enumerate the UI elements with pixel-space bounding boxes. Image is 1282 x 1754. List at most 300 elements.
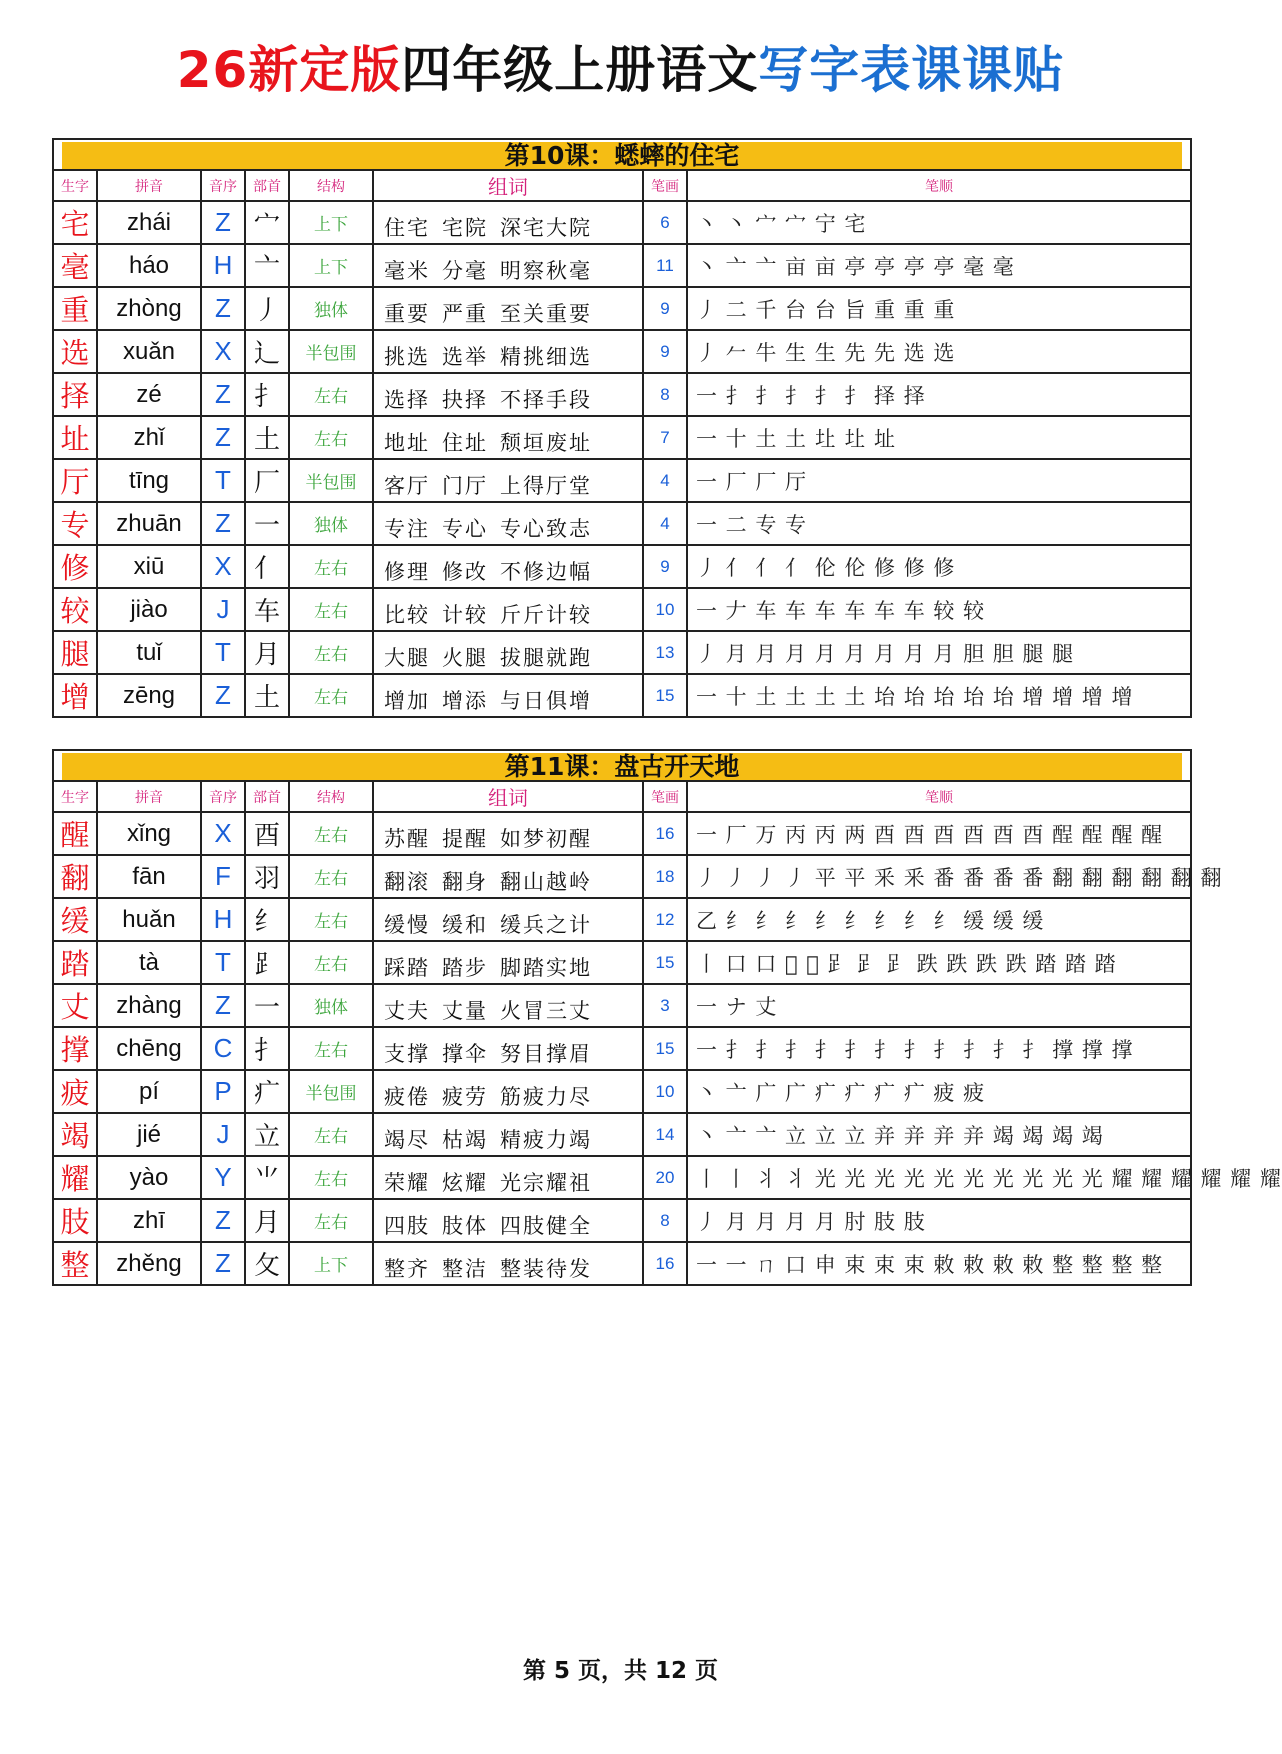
table-row	[53, 631, 1191, 674]
radical-cell: 辶	[245, 330, 289, 373]
pinyin-cell: xǐng	[97, 812, 201, 855]
character-cell: 缓	[53, 898, 97, 941]
word-item: 光宗耀祖	[500, 1170, 592, 1195]
words-cell	[373, 855, 643, 898]
table-row	[53, 287, 1191, 330]
stroke-count-cell: 10	[643, 1070, 687, 1113]
word-item: 苏醒	[384, 826, 430, 851]
column-header-order: 笔顺	[687, 781, 1191, 812]
structure-cell: 独体	[289, 984, 373, 1027]
radical-cell: 一	[245, 502, 289, 545]
table-row	[53, 1070, 1191, 1113]
word-item: 疲倦	[384, 1084, 430, 1109]
words-cell	[373, 1242, 643, 1285]
stroke-count-cell: 7	[643, 416, 687, 459]
stroke-count-cell: 3	[643, 984, 687, 1027]
word-item: 火腿	[442, 645, 488, 670]
stroke-count-cell: 9	[643, 545, 687, 588]
word-item: 毫米	[384, 258, 430, 283]
word-item: 选择	[384, 387, 430, 412]
pinyin-cell: zhī	[97, 1199, 201, 1242]
stroke-order-cell: 一 厂 厂 厅	[687, 459, 1191, 502]
initial-cell: Z	[201, 1242, 245, 1285]
initial-cell: T	[201, 631, 245, 674]
initial-cell: C	[201, 1027, 245, 1070]
pinyin-cell: zhěng	[97, 1242, 201, 1285]
word-item: 不修边幅	[500, 559, 592, 584]
word-item: 门厅	[442, 473, 488, 498]
words-cell	[373, 812, 643, 855]
table-row	[53, 416, 1191, 459]
table-row	[53, 812, 1191, 855]
word-item: 翻山越岭	[500, 869, 592, 894]
word-item: 至关重要	[500, 301, 592, 326]
table-row	[53, 941, 1191, 984]
word-item: 翻身	[442, 869, 488, 894]
structure-cell: 左右	[289, 855, 373, 898]
table-row	[53, 201, 1191, 244]
word-item: 住宅	[384, 215, 430, 240]
lesson-table	[52, 138, 1192, 718]
word-item: 疲劳	[442, 1084, 488, 1109]
word-item: 肢体	[442, 1213, 488, 1238]
initial-cell: T	[201, 459, 245, 502]
radical-cell: 羽	[245, 855, 289, 898]
structure-cell: 左右	[289, 545, 373, 588]
radical-cell: 亻	[245, 545, 289, 588]
structure-cell: 左右	[289, 1199, 373, 1242]
pinyin-cell: zé	[97, 373, 201, 416]
words-cell	[373, 416, 643, 459]
word-item: 抉择	[442, 387, 488, 412]
word-item: 选举	[442, 344, 488, 369]
stroke-order-cell: 一 十 土 土 土 土 坮 坮 坮 坮 坮 增 增 增 增	[687, 674, 1191, 717]
stroke-order-cell: 丿 𠂉 牛 生 生 先 先 选 选	[687, 330, 1191, 373]
stroke-count-cell: 8	[643, 1199, 687, 1242]
structure-cell: 左右	[289, 812, 373, 855]
word-item: 增加	[384, 688, 430, 713]
word-item: 专心致志	[500, 516, 592, 541]
character-cell: 腿	[53, 631, 97, 674]
structure-cell: 左右	[289, 674, 373, 717]
stroke-count-cell: 9	[643, 330, 687, 373]
radical-cell: 丿	[245, 287, 289, 330]
word-item: 翻滚	[384, 869, 430, 894]
word-item: 精疲力竭	[500, 1127, 592, 1152]
character-cell: 肢	[53, 1199, 97, 1242]
pinyin-cell: jiào	[97, 588, 201, 631]
radical-cell: 扌	[245, 373, 289, 416]
initial-cell: P	[201, 1070, 245, 1113]
table-row	[53, 459, 1191, 502]
page-title	[0, 40, 1241, 100]
structure-cell: 左右	[289, 898, 373, 941]
word-item: 四肢健全	[500, 1213, 592, 1238]
word-item: 专注	[384, 516, 430, 541]
pinyin-cell: zhǐ	[97, 416, 201, 459]
radical-cell: 土	[245, 416, 289, 459]
initial-cell: H	[201, 898, 245, 941]
word-item: 大腿	[384, 645, 430, 670]
stroke-count-cell: 4	[643, 502, 687, 545]
character-cell: 址	[53, 416, 97, 459]
structure-cell: 上下	[289, 1242, 373, 1285]
word-item: 客厅	[384, 473, 430, 498]
words-cell	[373, 1156, 643, 1199]
initial-cell: Z	[201, 201, 245, 244]
word-item: 脚踏实地	[500, 955, 592, 980]
words-cell	[373, 1113, 643, 1156]
table-row	[53, 373, 1191, 416]
words-cell	[373, 287, 643, 330]
structure-cell: 左右	[289, 373, 373, 416]
word-item: 枯竭	[442, 1127, 488, 1152]
table-row	[53, 330, 1191, 373]
word-item: 修改	[442, 559, 488, 584]
table-row	[53, 674, 1191, 717]
column-header-initial: 音序	[201, 781, 245, 812]
column-header-char: 生字	[53, 781, 97, 812]
words-cell	[373, 984, 643, 1027]
title-part-grade: 26新定版	[176, 41, 402, 99]
table-row	[53, 898, 1191, 941]
stroke-count-cell: 20	[643, 1156, 687, 1199]
pinyin-cell: chēng	[97, 1027, 201, 1070]
stroke-order-cell: 丿 丿 丿 丿 平 平 釆 釆 番 番 番 番 翻 翻 翻 翻 翻 翻	[687, 855, 1191, 898]
structure-cell: 左右	[289, 1113, 373, 1156]
table-row	[53, 984, 1191, 1027]
structure-cell: 独体	[289, 502, 373, 545]
stroke-count-cell: 16	[643, 812, 687, 855]
table-row	[53, 1027, 1191, 1070]
words-cell	[373, 1027, 643, 1070]
word-item: 严重	[442, 301, 488, 326]
word-item: 整洁	[442, 1256, 488, 1281]
initial-cell: J	[201, 588, 245, 631]
column-header-radical: 部首	[245, 781, 289, 812]
column-header-words: 组词	[373, 170, 643, 201]
character-cell: 选	[53, 330, 97, 373]
character-cell: 增	[53, 674, 97, 717]
pinyin-cell: zhàng	[97, 984, 201, 1027]
words-cell	[373, 545, 643, 588]
character-cell: 竭	[53, 1113, 97, 1156]
structure-cell: 左右	[289, 631, 373, 674]
word-item: 住址	[442, 430, 488, 455]
column-header-initial: 音序	[201, 170, 245, 201]
radical-cell: 纟	[245, 898, 289, 941]
word-item: 整装待发	[500, 1256, 592, 1281]
character-cell: 宅	[53, 201, 97, 244]
initial-cell: Z	[201, 984, 245, 1027]
words-cell	[373, 631, 643, 674]
title-part-subject: 四年级上册语文	[401, 41, 759, 99]
pinyin-cell: zhòng	[97, 287, 201, 330]
initial-cell: X	[201, 812, 245, 855]
word-item: 踩踏	[384, 955, 430, 980]
word-item: 挑选	[384, 344, 430, 369]
character-cell: 毫	[53, 244, 97, 287]
stroke-order-cell: 乙 纟 纟 纟 纟 纟 纟 纟 纟 缓 缓 缓	[687, 898, 1191, 941]
word-item: 拔腿就跑	[500, 645, 592, 670]
column-header-structure: 结构	[289, 170, 373, 201]
word-item: 修理	[384, 559, 430, 584]
word-item: 竭尽	[384, 1127, 430, 1152]
stroke-count-cell: 12	[643, 898, 687, 941]
word-item: 荣耀	[384, 1170, 430, 1195]
table-row	[53, 502, 1191, 545]
column-header-structure: 结构	[289, 781, 373, 812]
initial-cell: Z	[201, 287, 245, 330]
words-cell	[373, 373, 643, 416]
character-cell: 厅	[53, 459, 97, 502]
structure-cell: 左右	[289, 1156, 373, 1199]
stroke-order-cell: 丶 丶 宀 宀 宁 宅	[687, 201, 1191, 244]
pinyin-cell: xuǎn	[97, 330, 201, 373]
pinyin-cell: yào	[97, 1156, 201, 1199]
structure-cell: 半包围	[289, 459, 373, 502]
stroke-count-cell: 16	[643, 1242, 687, 1285]
radical-cell: 月	[245, 631, 289, 674]
initial-cell: Z	[201, 674, 245, 717]
structure-cell: 独体	[289, 287, 373, 330]
stroke-order-cell: 丿 月 月 月 月 月 月 月 月 胆 胆 腿 腿	[687, 631, 1191, 674]
column-header-pinyin: 拼音	[97, 781, 201, 812]
words-cell	[373, 1199, 643, 1242]
initial-cell: H	[201, 244, 245, 287]
words-cell	[373, 330, 643, 373]
pinyin-cell: jié	[97, 1113, 201, 1156]
pinyin-cell: huǎn	[97, 898, 201, 941]
column-header-radical: 部首	[245, 170, 289, 201]
character-cell: 择	[53, 373, 97, 416]
stroke-order-cell: 丿 亻 亻 亻 伦 伦 修 修 修	[687, 545, 1191, 588]
word-item: 踏步	[442, 955, 488, 980]
column-header-strokes: 笔画	[643, 170, 687, 201]
radical-cell: 立	[245, 1113, 289, 1156]
word-item: 四肢	[384, 1213, 430, 1238]
word-item: 计较	[442, 602, 488, 627]
character-cell: 撑	[53, 1027, 97, 1070]
word-item: 专心	[442, 516, 488, 541]
words-cell	[373, 244, 643, 287]
table-row	[53, 1113, 1191, 1156]
radical-cell: 宀	[245, 201, 289, 244]
words-cell	[373, 898, 643, 941]
initial-cell: J	[201, 1113, 245, 1156]
initial-cell: F	[201, 855, 245, 898]
stroke-order-cell: 一 扌 扌 扌 扌 扌 扌 扌 扌 扌 扌 扌 撑 撑 撑	[687, 1027, 1191, 1070]
word-item: 撑伞	[442, 1041, 488, 1066]
character-cell: 丈	[53, 984, 97, 1027]
initial-cell: X	[201, 545, 245, 588]
word-item: 缓慢	[384, 912, 430, 937]
word-item: 增添	[442, 688, 488, 713]
initial-cell: X	[201, 330, 245, 373]
stroke-order-cell: 丨 丨 丬 丬 光 光 光 光 光 光 光 光 光 光 耀 耀 耀 耀 耀 耀	[687, 1156, 1191, 1199]
lesson-header	[53, 139, 1191, 170]
word-item: 不择手段	[500, 387, 592, 412]
structure-cell: 半包围	[289, 330, 373, 373]
initial-cell: T	[201, 941, 245, 984]
character-cell: 翻	[53, 855, 97, 898]
character-cell: 醒	[53, 812, 97, 855]
structure-cell: 左右	[289, 588, 373, 631]
stroke-count-cell: 11	[643, 244, 687, 287]
radical-cell: 扌	[245, 1027, 289, 1070]
word-item: 支撑	[384, 1041, 430, 1066]
word-item: 重要	[384, 301, 430, 326]
lesson-title: 第10课：蟋蟀的住宅	[62, 142, 1182, 169]
pinyin-cell: xiū	[97, 545, 201, 588]
lesson-header	[53, 750, 1191, 781]
pinyin-cell: pí	[97, 1070, 201, 1113]
stroke-order-cell: 一 厂 万 丙 丙 两 酉 酉 酉 酉 酉 酉 酲 酲 醒 醒	[687, 812, 1191, 855]
initial-cell: Z	[201, 502, 245, 545]
word-item: 明察秋毫	[500, 258, 592, 283]
pinyin-cell: tīng	[97, 459, 201, 502]
stroke-count-cell: 6	[643, 201, 687, 244]
table-row	[53, 855, 1191, 898]
pinyin-cell: zēng	[97, 674, 201, 717]
word-item: 缓兵之计	[500, 912, 592, 937]
character-cell: 重	[53, 287, 97, 330]
pinyin-cell: fān	[97, 855, 201, 898]
word-item: 精挑细选	[500, 344, 592, 369]
word-item: 缓和	[442, 912, 488, 937]
structure-cell: 上下	[289, 201, 373, 244]
word-item: 丈量	[442, 998, 488, 1023]
radical-cell: 酉	[245, 812, 289, 855]
table-row	[53, 1199, 1191, 1242]
word-item: 努目撑眉	[500, 1041, 592, 1066]
character-cell: 疲	[53, 1070, 97, 1113]
word-item: 颓垣废址	[500, 430, 592, 455]
words-cell	[373, 674, 643, 717]
table-row	[53, 1156, 1191, 1199]
radical-cell: 一	[245, 984, 289, 1027]
stroke-count-cell: 15	[643, 941, 687, 984]
pinyin-cell: háo	[97, 244, 201, 287]
initial-cell: Y	[201, 1156, 245, 1199]
word-item: 与日俱增	[500, 688, 592, 713]
title-part-type: 写字表课课贴	[758, 41, 1065, 99]
word-item: 深宅大院	[500, 215, 592, 240]
structure-cell: 左右	[289, 941, 373, 984]
pinyin-cell: zhái	[97, 201, 201, 244]
stroke-count-cell: 10	[643, 588, 687, 631]
stroke-order-cell: 丶 亠 亠 亩 亩 亭 亭 亭 亭 毫 毫	[687, 244, 1191, 287]
table-row	[53, 1242, 1191, 1285]
word-item: 整齐	[384, 1256, 430, 1281]
word-item: 丈夫	[384, 998, 430, 1023]
lesson-title: 第11课：盘古开天地	[62, 753, 1182, 780]
character-cell: 整	[53, 1242, 97, 1285]
radical-cell: ⻊	[245, 941, 289, 984]
stroke-order-cell: 一 ナ 丈	[687, 984, 1191, 1027]
word-item: 火冒三丈	[500, 998, 592, 1023]
page-number: 第 5 页，共 12 页	[522, 1658, 719, 1684]
stroke-order-cell: 一 十 土 土 圵 圵 址	[687, 416, 1191, 459]
character-cell: 修	[53, 545, 97, 588]
radical-cell: 疒	[245, 1070, 289, 1113]
words-cell	[373, 941, 643, 984]
structure-cell: 半包围	[289, 1070, 373, 1113]
radical-cell: 攵	[245, 1242, 289, 1285]
stroke-order-cell: 丿 二 千 台 台 旨 重 重 重	[687, 287, 1191, 330]
table-row	[53, 588, 1191, 631]
pinyin-cell: tuǐ	[97, 631, 201, 674]
radical-cell: 车	[245, 588, 289, 631]
stroke-order-cell: 丶 亠 亠 立 立 立 竎 竎 竎 竎 竭 竭 竭 竭	[687, 1113, 1191, 1156]
radical-cell: 土	[245, 674, 289, 717]
stroke-count-cell: 14	[643, 1113, 687, 1156]
initial-cell: Z	[201, 416, 245, 459]
word-item: 分毫	[442, 258, 488, 283]
character-cell: 耀	[53, 1156, 97, 1199]
table-row	[53, 545, 1191, 588]
table-row	[53, 244, 1191, 287]
character-cell: 踏	[53, 941, 97, 984]
stroke-count-cell: 13	[643, 631, 687, 674]
initial-cell: Z	[201, 1199, 245, 1242]
stroke-count-cell: 9	[643, 287, 687, 330]
stroke-count-cell: 15	[643, 674, 687, 717]
lesson-table	[52, 749, 1282, 1286]
word-item: 炫耀	[442, 1170, 488, 1195]
initial-cell: Z	[201, 373, 245, 416]
word-item: 斤斤计较	[500, 602, 592, 627]
word-item: 如梦初醒	[500, 826, 592, 851]
radical-cell: ⺌	[245, 1156, 289, 1199]
radical-cell: 厂	[245, 459, 289, 502]
words-cell	[373, 588, 643, 631]
pinyin-cell: tà	[97, 941, 201, 984]
stroke-order-cell: 一 扌 扌 扌 扌 扌 择 择	[687, 373, 1191, 416]
word-item: 宅院	[442, 215, 488, 240]
stroke-order-cell: 丶 亠 广 广 疒 疒 疒 疒 疲 疲	[687, 1070, 1191, 1113]
words-cell	[373, 1070, 643, 1113]
structure-cell: 左右	[289, 416, 373, 459]
stroke-order-cell: 丿 月 月 月 月 肘 肢 肢	[687, 1199, 1191, 1242]
stroke-count-cell: 4	[643, 459, 687, 502]
character-cell: 较	[53, 588, 97, 631]
stroke-count-cell: 18	[643, 855, 687, 898]
stroke-order-cell: 一 𠂇 车 车 车 车 车 车 较 较	[687, 588, 1191, 631]
word-item: 筋疲力尽	[500, 1084, 592, 1109]
character-cell: 专	[53, 502, 97, 545]
structure-cell: 左右	[289, 1027, 373, 1070]
stroke-order-cell: 丨 口 口 𠯁 𠯁 𧾷 𧾷 𧾷 跌 跌 跌 跌 踏 踏 踏	[687, 941, 1191, 984]
words-cell	[373, 201, 643, 244]
word-item: 提醒	[442, 826, 488, 851]
structure-cell: 上下	[289, 244, 373, 287]
column-header-pinyin: 拼音	[97, 170, 201, 201]
radical-cell: 月	[245, 1199, 289, 1242]
stroke-order-cell: 一 一 ㄇ 口 申 束 束 束 敕 敕 敕 敕 整 整 整 整	[687, 1242, 1191, 1285]
word-item: 比较	[384, 602, 430, 627]
stroke-count-cell: 15	[643, 1027, 687, 1070]
radical-cell: 亠	[245, 244, 289, 287]
column-header-char: 生字	[53, 170, 97, 201]
pinyin-cell: zhuān	[97, 502, 201, 545]
column-header-strokes: 笔画	[643, 781, 687, 812]
word-item: 地址	[384, 430, 430, 455]
stroke-order-cell: 一 二 专 专	[687, 502, 1191, 545]
column-header-words: 组词	[373, 781, 643, 812]
word-item: 上得厅堂	[500, 473, 592, 498]
words-cell	[373, 502, 643, 545]
